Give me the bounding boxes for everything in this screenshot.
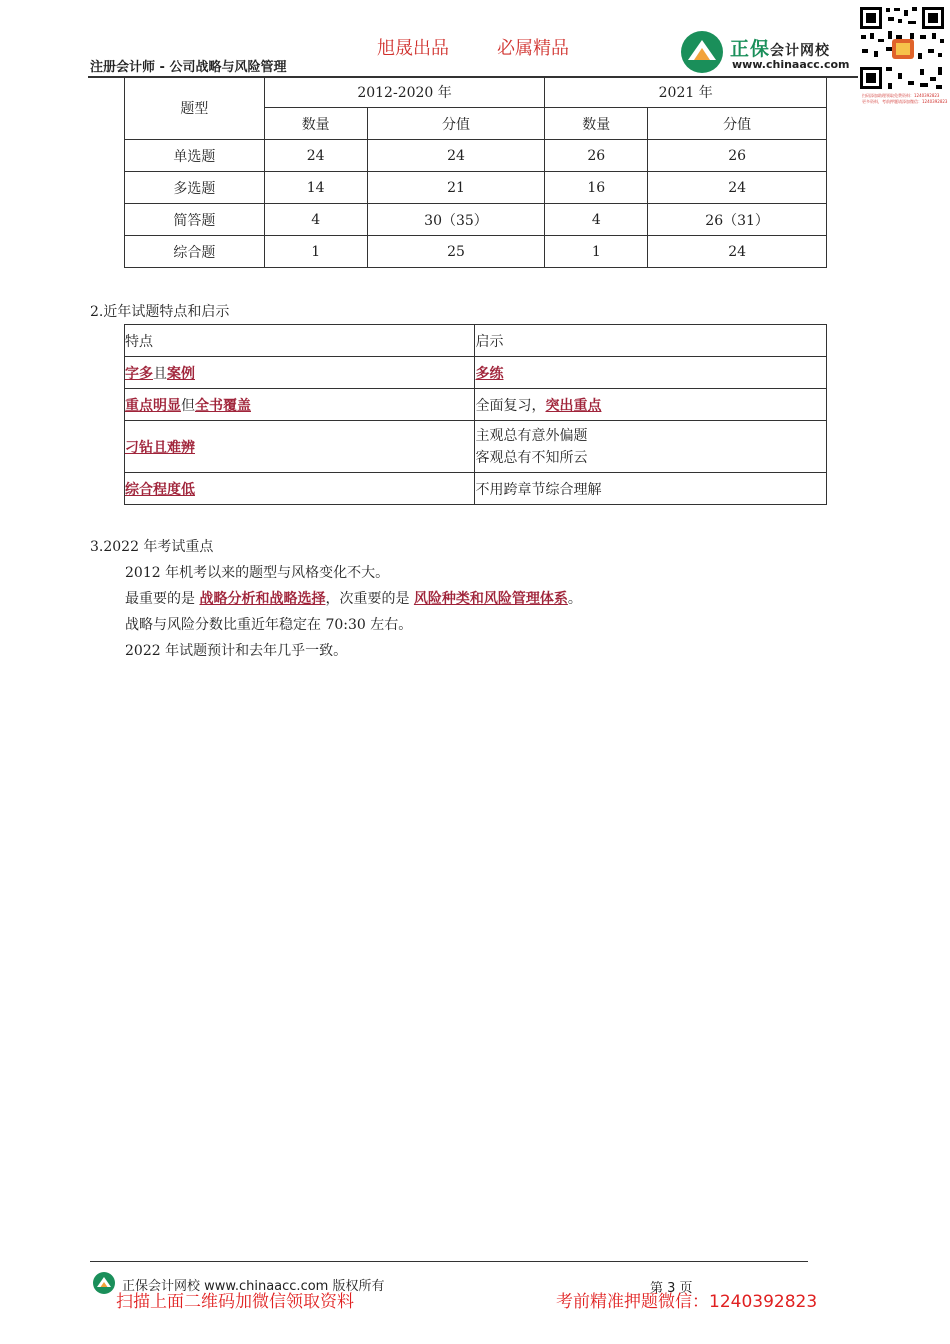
cell: 1 (264, 236, 367, 268)
hint-cell: 主观总有意外偏题 客观总有不知所云 (475, 421, 827, 473)
brand-url: www.chinaacc.com (732, 58, 850, 71)
promo-left: 扫描上面二维码加微信领取资料 (116, 1292, 354, 1312)
slogan-right: 必属精品 (497, 38, 569, 59)
subheader: 分值 (648, 108, 827, 140)
cell: 21 (367, 172, 545, 204)
qr-code-icon (858, 5, 946, 91)
cell: 26 (545, 140, 648, 172)
features-table (124, 324, 827, 505)
cell: 4 (264, 204, 367, 236)
question-type-table (124, 76, 827, 268)
cell: 24 (367, 140, 545, 172)
qr-note: 扫码添加助理领取免费资料：1240392823 更多资料，考前押题请添加微信：1240392823 (862, 93, 948, 104)
footer-logo-icon (92, 1271, 116, 1295)
cell: 24 (264, 140, 367, 172)
hint-cell: 不用跨章节综合理解 (475, 473, 827, 505)
footer-rule (90, 1261, 808, 1262)
subheader: 数量 (264, 108, 367, 140)
cell: 4 (545, 204, 648, 236)
table-row (125, 421, 827, 473)
table-row (125, 172, 827, 204)
table-row (125, 236, 827, 268)
cell: 多选题 (125, 172, 265, 204)
paragraph-line: 最重要的是 战略分析和战略选择，次重要的是 风险种类和风险管理体系。 (125, 591, 582, 607)
header-feature: 特点 (125, 325, 475, 357)
hint-cell: 多练 (475, 357, 827, 389)
feature-cell: 字多且案例 (125, 357, 475, 389)
hint-cell: 全面复习，突出重点 (475, 389, 827, 421)
section-2-title: 2.近年试题特点和启示 (90, 304, 230, 320)
cell: 综合题 (125, 236, 265, 268)
cell: 30（35） (367, 204, 545, 236)
header-hint: 启示 (475, 325, 827, 357)
cell: 24 (648, 236, 827, 268)
cell: 25 (367, 236, 545, 268)
table-row (125, 204, 827, 236)
table-row (125, 77, 827, 108)
cell: 14 (264, 172, 367, 204)
feature-cell: 刁钻且难辨 (125, 421, 475, 473)
brand-name: 正保会计网校 (730, 38, 831, 60)
promo-right: 考前精准押题微信：1240392823 (556, 1292, 818, 1312)
table-row (125, 473, 827, 505)
cell: 16 (545, 172, 648, 204)
cell: 26（31） (648, 204, 827, 236)
paragraph-line: 2022 年试题预计和去年几乎一致。 (125, 643, 348, 659)
cell: 单选题 (125, 140, 265, 172)
header-period-2: 2021 年 (545, 77, 827, 108)
subheader: 数量 (545, 108, 648, 140)
table-row (125, 389, 827, 421)
table-row (125, 325, 827, 357)
feature-cell: 重点明显但全书覆盖 (125, 389, 475, 421)
cell: 1 (545, 236, 648, 268)
cell: 简答题 (125, 204, 265, 236)
page-number: 第 3 页 (650, 1281, 693, 1296)
table-row (125, 140, 827, 172)
header-period-1: 2012-2020 年 (264, 77, 545, 108)
slogan-left: 旭晟出品 (377, 38, 449, 59)
table-row (125, 357, 827, 389)
feature-cell: 综合程度低 (125, 473, 475, 505)
course-title: 注册会计师 - 公司战略与风险管理 (90, 60, 287, 75)
section-3-title: 3.2022 年考试重点 (90, 539, 214, 555)
subheader: 分值 (367, 108, 545, 140)
paragraph-line: 2012 年机考以来的题型与风格变化不大。 (125, 565, 390, 581)
paragraph-line: 战略与风险分数比重近年稳定在 70:30 左右。 (125, 617, 413, 633)
cell: 26 (648, 140, 827, 172)
footer-copyright: 正保会计网校 www.chinaacc.com 版权所有 (122, 1279, 385, 1294)
header-type: 题型 (125, 77, 265, 140)
cell: 24 (648, 172, 827, 204)
